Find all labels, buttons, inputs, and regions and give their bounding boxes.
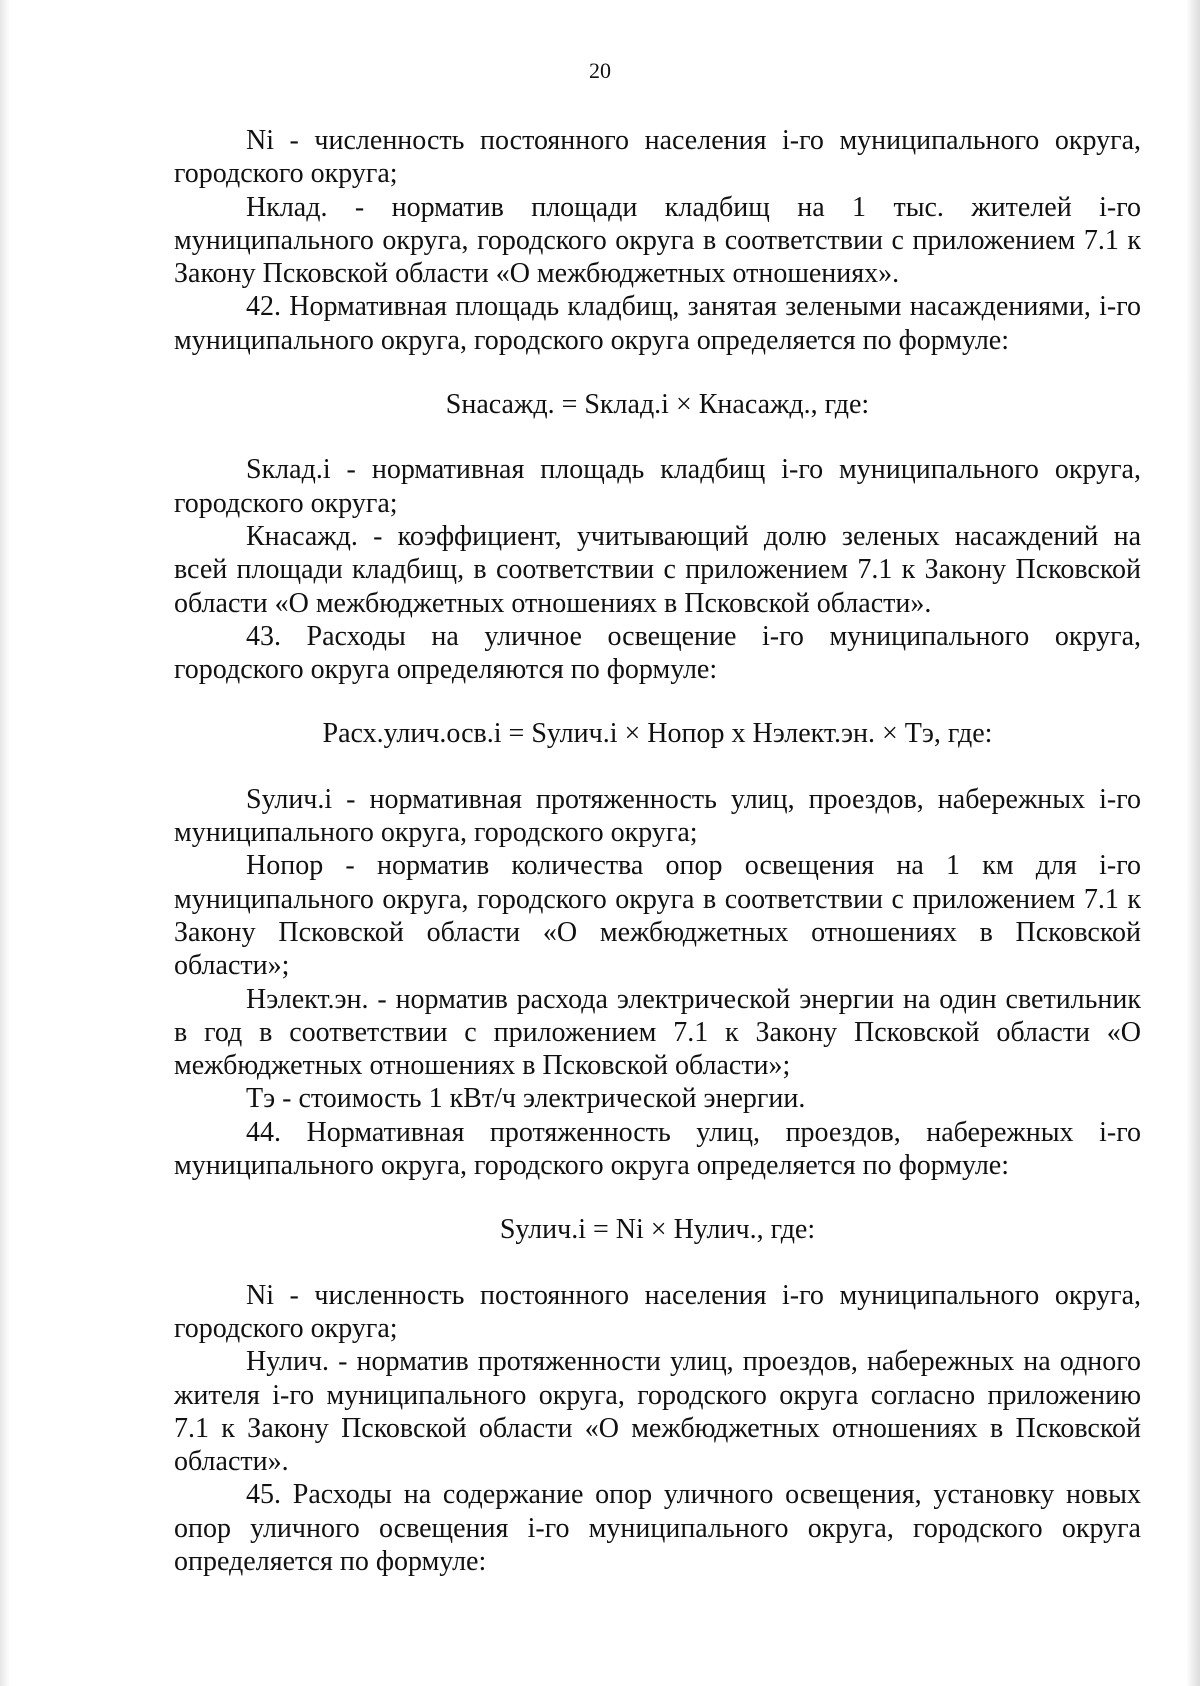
paragraph-te-definition: Тэ - стоимость 1 кВт/ч электрической энергии. (246, 1083, 806, 1115)
scan-edge-left (0, 0, 10, 1686)
paragraph-44: 44. Нормативная протяженность улиц, проездов, набережных i-го муниципального округа, городского округа определяется по формуле: (174, 1116, 1141, 1182)
paragraph-nopor-definition: Нопор - норматив количества опор освещения на 1 км для i-го муниципального округа, городского округа в соответствии с приложением 7.1 к Закону Псковской области «О межбюджетных отношениях в Псковской области»; (174, 850, 1141, 982)
paragraph-ni-definition-2: Ni - численность постоянного населения i-го муниципального округа, городского округа; (174, 1279, 1141, 1344)
paragraph-sulich-definition: Sулич.i - нормативная протяженность улиц, проездов, набережных i-го муниципального округа, городского округа; (174, 783, 1141, 849)
formula-snasazhd: Sнасажд. = Sклад.i × Кнасажд., где: (445, 389, 870, 421)
page-number: 20 (589, 58, 611, 83)
paragraph-nklad-definition: Нклад. - норматив площади кладбищ на 1 тыс. жителей i-го муниципального округа, городского округа в соответствии с приложением 7.1 к Закону Псковской области «О межбюджетных отношениях». (174, 191, 1141, 290)
paragraph-42: 42. Нормативная площадь кладбищ, занятая зелеными насаждениями, i-го муниципального округа, городского округа определяется по формуле: (174, 291, 1141, 356)
formula-sulich: Sулич.i = Ni × Нулич., где: (499, 1214, 816, 1246)
paragraph-nelekt-definition: Нэлект.эн. - норматив расхода электрической энергии на один светильник в год в соответствии с приложением 7.1 к Закону Псковской области «О межбюджетных отношениях в Псковской области»; (174, 983, 1141, 1082)
paragraph-sklad-definition: Sклад.i - нормативная площадь кладбищ i-го муниципального округа, городского округа; (174, 454, 1141, 519)
document-body (174, 124, 1141, 1578)
scan-edge-right (1186, 0, 1200, 1686)
paragraph-45: 45. Расходы на содержание опор уличного освещения, установку новых опор уличного освещения i-го муниципального округа, городского округа определяется по формуле: (174, 1479, 1141, 1577)
paragraph-43: 43. Расходы на уличное освещение i-го муниципального округа, городского округа определяются по формуле: (174, 620, 1141, 686)
paragraph-nulich-definition: Нулич. - норматив протяженности улиц, проездов, набережных на одного жителя i-го муниципального округа, городского округа согласно приложению 7.1 к Закону Псковской области «О межбюджетных отношениях в Псковской области». (174, 1346, 1141, 1478)
paragraph-ni-definition: Ni - численность постоянного населения i-го муниципального округа, городского округа; (174, 125, 1141, 190)
formula-street-lighting: Расх.улич.осв.i = Sулич.i × Нопор х Нэлект.эн. × Тэ, где: (322, 718, 993, 750)
paragraph-knasazhd-definition: Кнасажд. - коэффициент, учитывающий долю зеленых насаждений на всей площади кладбищ, в соответствии с приложением 7.1 к Закону Псковской области «О межбюджетных отношениях в Псковской области». (174, 520, 1141, 619)
